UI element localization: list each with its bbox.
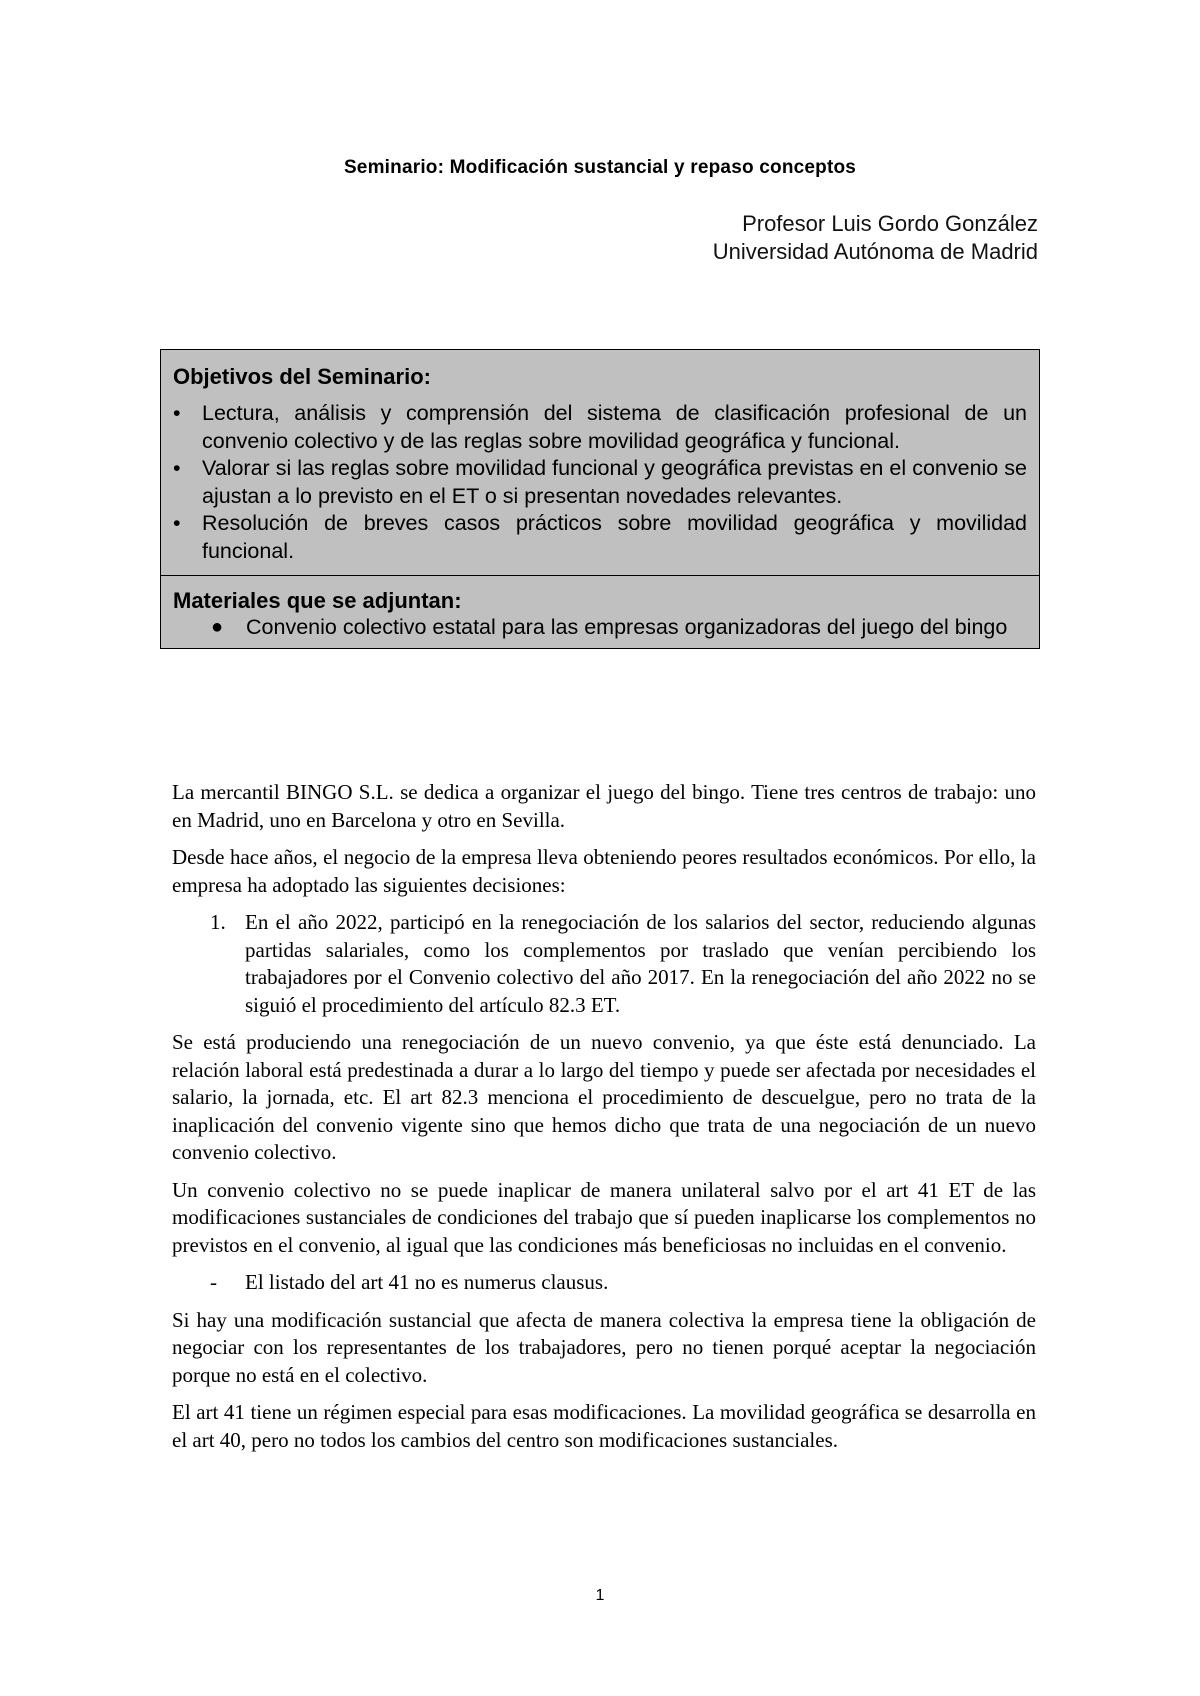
materials-list [173, 614, 1027, 642]
objectives-heading: Objetivos del Seminario: [173, 364, 431, 389]
objectives-section [161, 350, 1039, 575]
list-number: 1. [210, 910, 226, 934]
objective-text: Valorar si las reglas sobre movilidad funcional y geográfica previstas en el convenio se ajustan a lo previsto en el ET o si presentan novedades relevantes. [202, 456, 1027, 508]
objective-item [173, 400, 1027, 455]
objective-item [173, 455, 1027, 510]
bullet-icon: • [173, 456, 181, 480]
dash-item-text: El listado del art 41 no es numerus clausus. [245, 1270, 609, 1294]
document-title: Seminario: Modificación sustancial y repaso conceptos [343, 157, 857, 178]
document-body [172, 779, 1036, 1464]
objectives-list [173, 400, 1027, 565]
dash-list-item [172, 1269, 1036, 1297]
bullet-icon: ● [211, 616, 224, 638]
material-text: Convenio colectivo estatal para las empresas organizadoras del juego del bingo [246, 615, 1008, 639]
body-paragraph: Si hay una modificación sustancial que afecta de manera colectiva la empresa tiene la obligación de negociar con los representantes de los trabajadores, pero no tienen porqué aceptar la negociación porque no está en el colectivo. [172, 1307, 1036, 1387]
material-item [173, 614, 1027, 642]
bullet-icon: • [173, 401, 181, 425]
list-item-text: En el año 2022, participó en la renegociación de los salarios del sector, reduciendo algunas partidas salariales, como los complementos por traslado que venían percibiendo los trabajadores por el Convenio colectivo del año 2017. En la renegociación del año 2022 no se siguió el procedimiento del artículo 82.3 ET. [245, 910, 1036, 1017]
objective-text: Resolución de breves casos prácticos sobre movilidad geográfica y movilidad funcional. [202, 511, 1027, 563]
bullet-icon: • [173, 511, 181, 535]
author-affiliation: Universidad Autónoma de Madrid [712, 239, 1038, 264]
dash-marker: - [210, 1270, 217, 1294]
materials-section [161, 575, 1039, 648]
body-paragraph: Un convenio colectivo no se puede inaplicar de manera unilateral salvo por el art 41 ET de las modificaciones sustanciales de condiciones del trabajo que sí pueden inaplicarse los complementos no previstos en el convenio, al igual que las condiciones más beneficiosas no incluidas en el convenio. [172, 1177, 1036, 1257]
objective-text: Lectura, análisis y comprensión del sistema de clasificación profesional de un convenio colectivo y de las reglas sobre movilidad geográfica y funcional. [202, 401, 1027, 453]
body-paragraph: La mercantil BINGO S.L. se dedica a organizar el juego del bingo. Tiene tres centros de trabajo: uno en Madrid, uno en Barcelona y otro en Sevilla. [172, 780, 1036, 832]
author-block [713, 210, 1038, 266]
body-paragraph: Desde hace años, el negocio de la empresa lleva obteniendo peores resultados económicos. Por ello, la empresa ha adoptado las siguientes decisiones: [172, 845, 1036, 897]
objective-item [173, 510, 1027, 565]
seminar-info-box [160, 349, 1040, 649]
page-number: 1 [595, 1587, 605, 1604]
numbered-list-item [172, 909, 1036, 1019]
author-name: Profesor Luis Gordo González [742, 211, 1038, 236]
materials-heading: Materiales que se adjuntan: [173, 588, 462, 613]
body-paragraph: Se está produciendo una renegociación de un nuevo convenio, ya que éste está denunciado. La relación laboral está predestinada a durar a lo largo del tiempo y puede ser afectada por necesidades el salario, la jornada, etc. El art 82.3 menciona el procedimiento de descuelgue, pero no trata de la inaplicación del convenio vigente sino que hemos dicho que trata de una negociación de un nuevo convenio colectivo. [172, 1030, 1036, 1164]
body-paragraph: El art 41 tiene un régimen especial para esas modificaciones. La movilidad geográfica se desarrolla en el art 40, pero no todos los cambios del centro son modificaciones sustanciales. [172, 1400, 1036, 1452]
